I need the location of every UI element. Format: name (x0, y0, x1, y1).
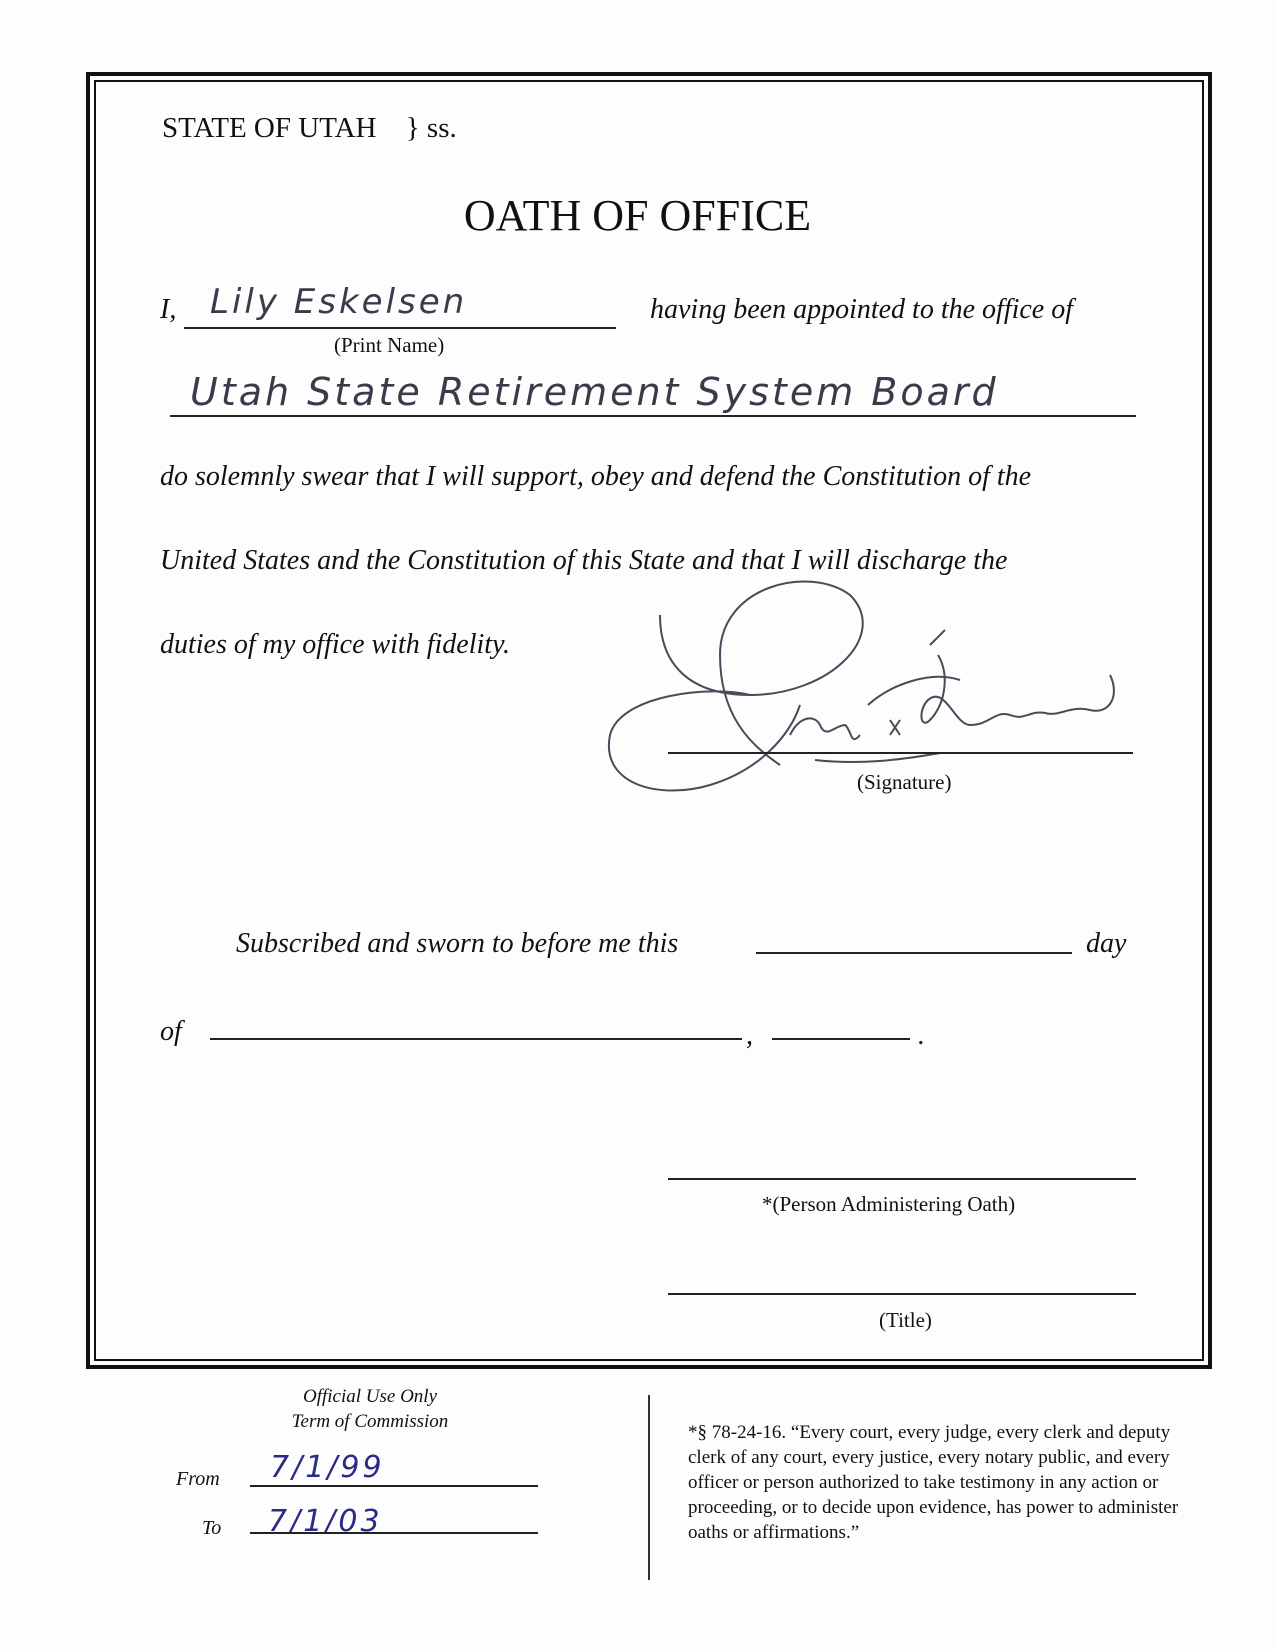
sworn-period: . (918, 1020, 925, 1051)
from-date-handwritten: 7/1/99 (270, 1450, 385, 1485)
print-name-handwritten: Lily Eskelsen (210, 282, 468, 322)
office-line (170, 415, 1136, 417)
to-date-handwritten: 7/1/03 (268, 1504, 383, 1539)
print-name-caption: (Print Name) (334, 333, 445, 357)
statute-footnote: *§ 78-24-16. “Every court, every judge, every clerk and deputy clerk of any court, every justice, every notary public, and every officer or person authorized to take testimony in any action or proceeding, or to decide upon evidence, has power to administer oaths or affirmations.” (688, 1422, 1179, 1543)
sworn-day-label: day (1086, 928, 1127, 959)
to-date-line (250, 1532, 538, 1534)
ss-mark: } ss. (405, 112, 457, 144)
oath-line-3: duties of my office with fidelity. (160, 629, 510, 660)
from-date-line (250, 1485, 538, 1487)
office-handwritten: Utah State Retirement System Board (190, 370, 999, 414)
administering-person-line (668, 1178, 1136, 1180)
administering-title-line (668, 1293, 1136, 1295)
administering-person-caption: *(Person Administering Oath) (762, 1192, 1016, 1216)
sworn-day-line (756, 952, 1072, 954)
footer-divider (648, 1395, 650, 1580)
signature-line (668, 752, 1133, 754)
state-name: STATE OF UTAH (162, 112, 377, 144)
oath-prefix: I, (160, 294, 177, 325)
sworn-month-line (210, 1038, 742, 1040)
print-name-line (184, 327, 616, 329)
appointed-text: having been appointed to the office of (650, 294, 1074, 325)
sworn-year-line (772, 1038, 910, 1040)
sworn-text: Subscribed and sworn to before me this (236, 928, 679, 959)
to-label: To (202, 1517, 222, 1539)
sworn-of-label: of (160, 1016, 182, 1047)
signature-caption: (Signature) (857, 770, 952, 794)
from-label: From (176, 1468, 220, 1490)
oath-line-2: United States and the Constitution of this State and that I will discharge the (160, 545, 1008, 576)
official-use-heading: Official Use Only (302, 1386, 438, 1407)
document-title: OATH OF OFFICE (463, 191, 812, 240)
term-of-commission-heading: Term of Commission (291, 1411, 449, 1432)
oath-line-1: do solemnly swear that I will support, obey and defend the Constitution of the (160, 461, 1032, 492)
state-heading (162, 112, 457, 145)
administering-title-caption: (Title) (879, 1308, 932, 1332)
sworn-comma: , (746, 1020, 753, 1051)
